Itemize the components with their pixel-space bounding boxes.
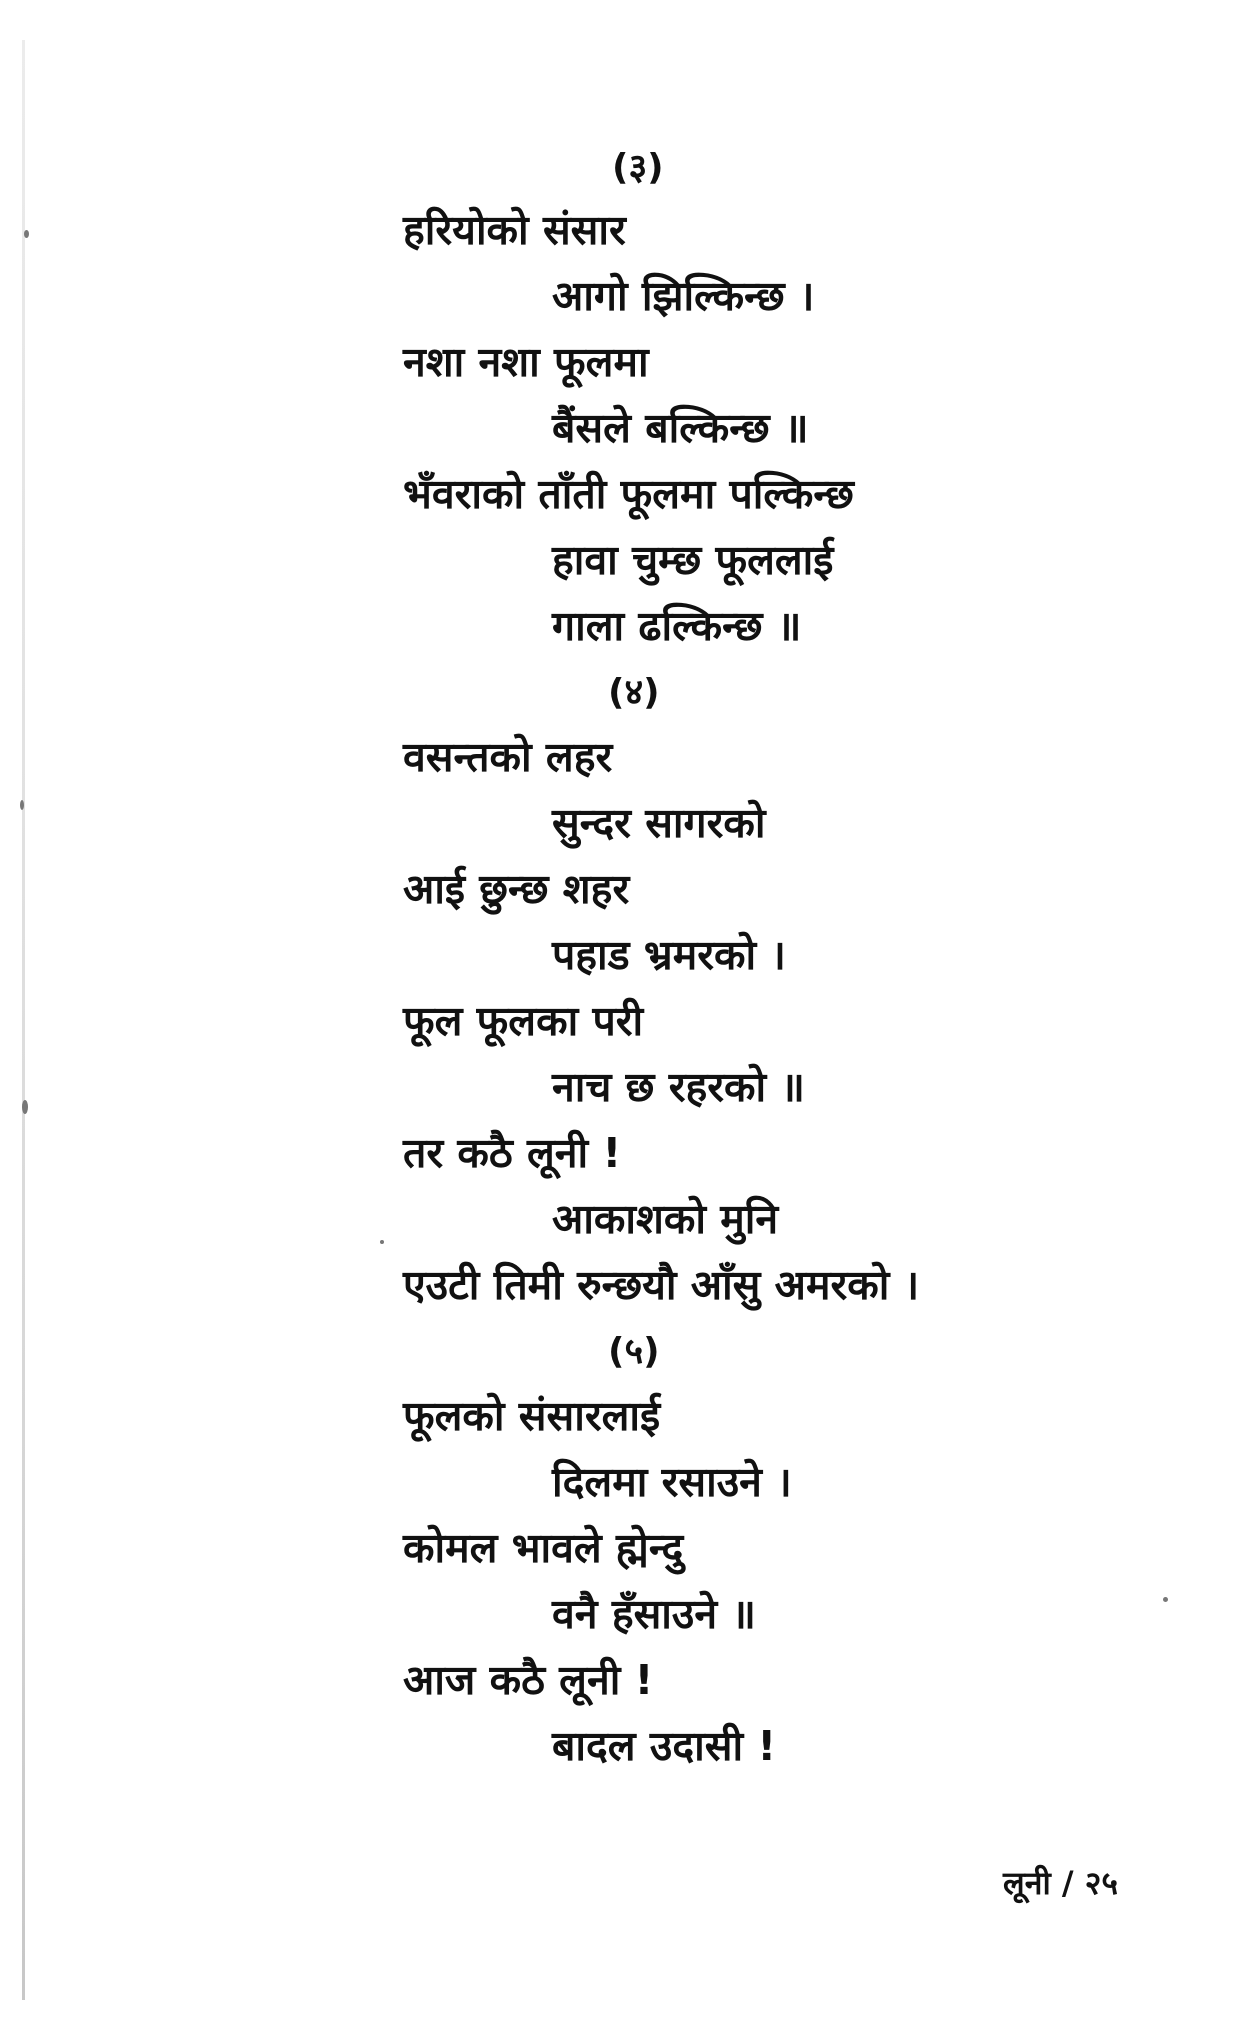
poem-line: हावा चुम्छ फूललाई (552, 536, 834, 584)
stanza-number: (३) (612, 147, 664, 188)
poem-line: हरियोको संसार (403, 206, 626, 254)
poem-line: तर कठै लूनी ! (403, 1129, 622, 1177)
poem-line: भँवराको ताँती फूलमा पल्किन्छ (403, 470, 854, 518)
poem-line: आई छुन्छ शहर (403, 865, 630, 913)
stanza-number: (४) (608, 672, 660, 713)
poem-line: बादल उदासी ! (552, 1722, 777, 1770)
poem-line: नाच छ रहरको ॥ (552, 1063, 805, 1111)
poem-line: आगो झिल्किन्छ । (552, 272, 815, 320)
poem-line: एउटी तिमी रुन्छयौ आँसु अमरको । (403, 1261, 920, 1309)
poem-line: गाला ढल्किन्छ ॥ (552, 602, 802, 650)
poem-line: कोमल भावले ह्मेन्दु (403, 1524, 684, 1572)
poem-line: सुन्दर सागरको (552, 799, 766, 847)
poem-line: नशा नशा फूलमा (403, 338, 649, 386)
poem-line: दिलमा रसाउने । (552, 1458, 792, 1506)
poem-line: पहाड भ्रमरको । (552, 931, 786, 979)
poem-line: फूलको संसारलाई (403, 1392, 661, 1440)
poem-line: बैंसले बल्किन्छ ॥ (552, 404, 809, 452)
poem-line: वनै हँसाउने ॥ (552, 1590, 756, 1638)
poem-line: वसन्तको लहर (403, 733, 613, 781)
poem-line: आकाशको मुनि (552, 1195, 779, 1243)
poem-line: आज कठै लूनी ! (403, 1656, 654, 1704)
page-footer: लूनी / २५ (1003, 1864, 1118, 1902)
stanza-number: (५) (608, 1331, 660, 1372)
poem-line: फूल फूलका परी (403, 997, 644, 1045)
